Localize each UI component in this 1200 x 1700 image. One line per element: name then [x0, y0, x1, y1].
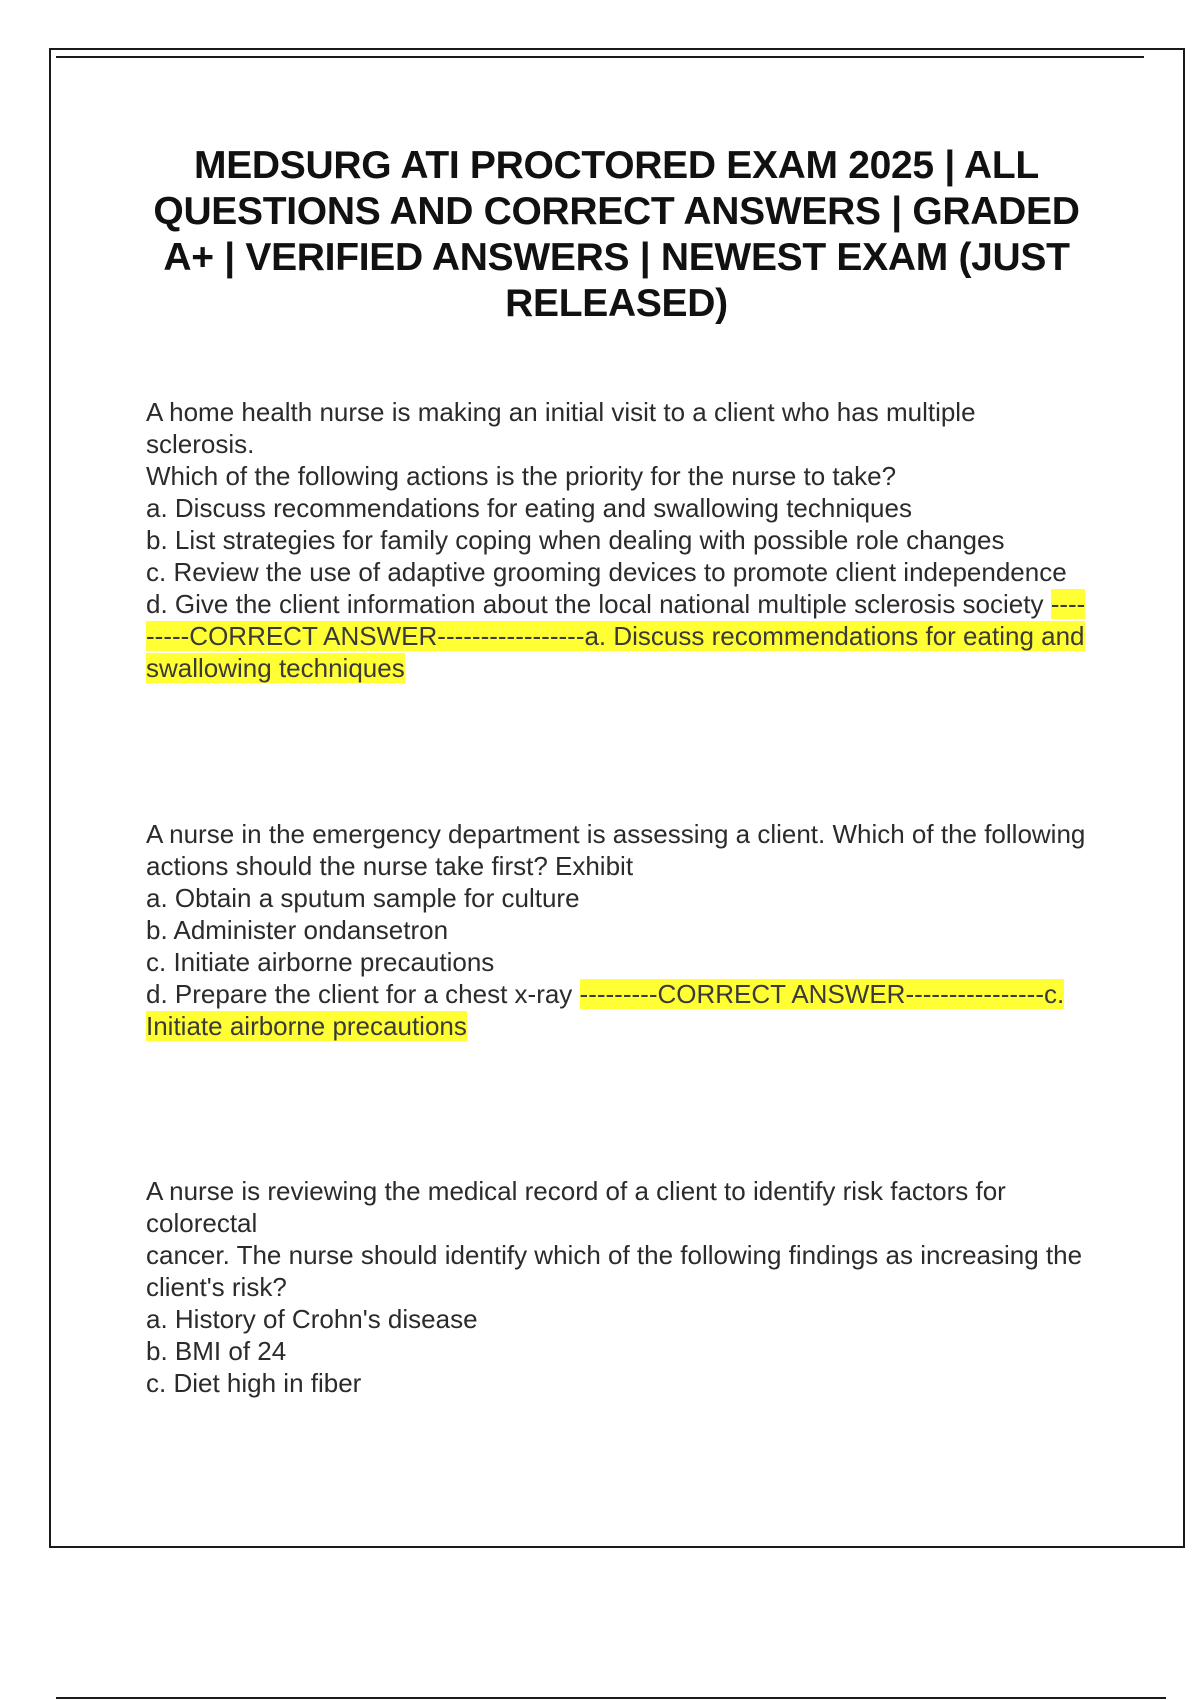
correct-answer-highlight: ---------CORRECT ANSWER----------------c. Initiate airborne precautions	[146, 979, 1065, 1041]
answer-option-c: c. Initiate airborne precautions	[146, 947, 495, 977]
question-stem: A nurse in the emergency department is assessing a client. Which of the following	[146, 819, 1086, 849]
answer-option-c: c. Diet high in fiber	[146, 1368, 362, 1398]
answer-option-a: a. History of Crohn's disease	[146, 1304, 478, 1334]
bottom-rule	[56, 1697, 1166, 1699]
question-stem: actions should the nurse take first? Exhibit	[146, 851, 634, 881]
answer-option-a: a. Obtain a sputum sample for culture	[146, 883, 580, 913]
answer-option-b: b. List strategies for family coping when dealing with possible role changes	[146, 525, 1005, 555]
question-stem: Which of the following actions is the priority for the nurse to take?	[146, 461, 897, 491]
question-stem: A nurse is reviewing the medical record of a client to identify risk factors for colorectal	[146, 1176, 1006, 1238]
document-title: MEDSURG ATI PROCTORED EXAM 2025 | ALL QUESTIONS AND CORRECT ANSWERS | GRADED A+ | VERIFIED ANSWERS | NEWEST EXAM (JUST RELEASED)	[153, 144, 1080, 325]
answer-option-b: b. Administer ondansetron	[146, 915, 449, 945]
question-2	[146, 818, 1086, 1042]
answer-option-d: d. Prepare the client for a chest x-ray	[146, 979, 573, 1009]
question-stem: cancer. The nurse should identify which of the following findings as increasing the	[146, 1240, 1083, 1270]
answer-option-d-with-answer	[146, 978, 1086, 1042]
question-stem: A home health nurse is making an initial visit to a client who has multiple sclerosis.	[146, 397, 976, 459]
answer-option-d-with-answer	[146, 588, 1086, 684]
question-3	[146, 1175, 1086, 1399]
answer-option-c: c. Review the use of adaptive grooming devices to promote client independence	[146, 557, 1067, 587]
answer-option-d: d. Give the client information about the local national multiple sclerosis society	[146, 589, 1044, 619]
question-1	[146, 396, 1086, 684]
answer-option-b: b. BMI of 24	[146, 1336, 287, 1366]
correct-answer-highlight: ---------CORRECT ANSWER-----------------a. Discuss recommendations for eating and swallowing techniques	[146, 589, 1086, 683]
top-rule	[56, 56, 1144, 58]
question-stem: client's risk?	[146, 1272, 287, 1302]
answer-option-a: a. Discuss recommendations for eating and swallowing techniques	[146, 493, 912, 523]
